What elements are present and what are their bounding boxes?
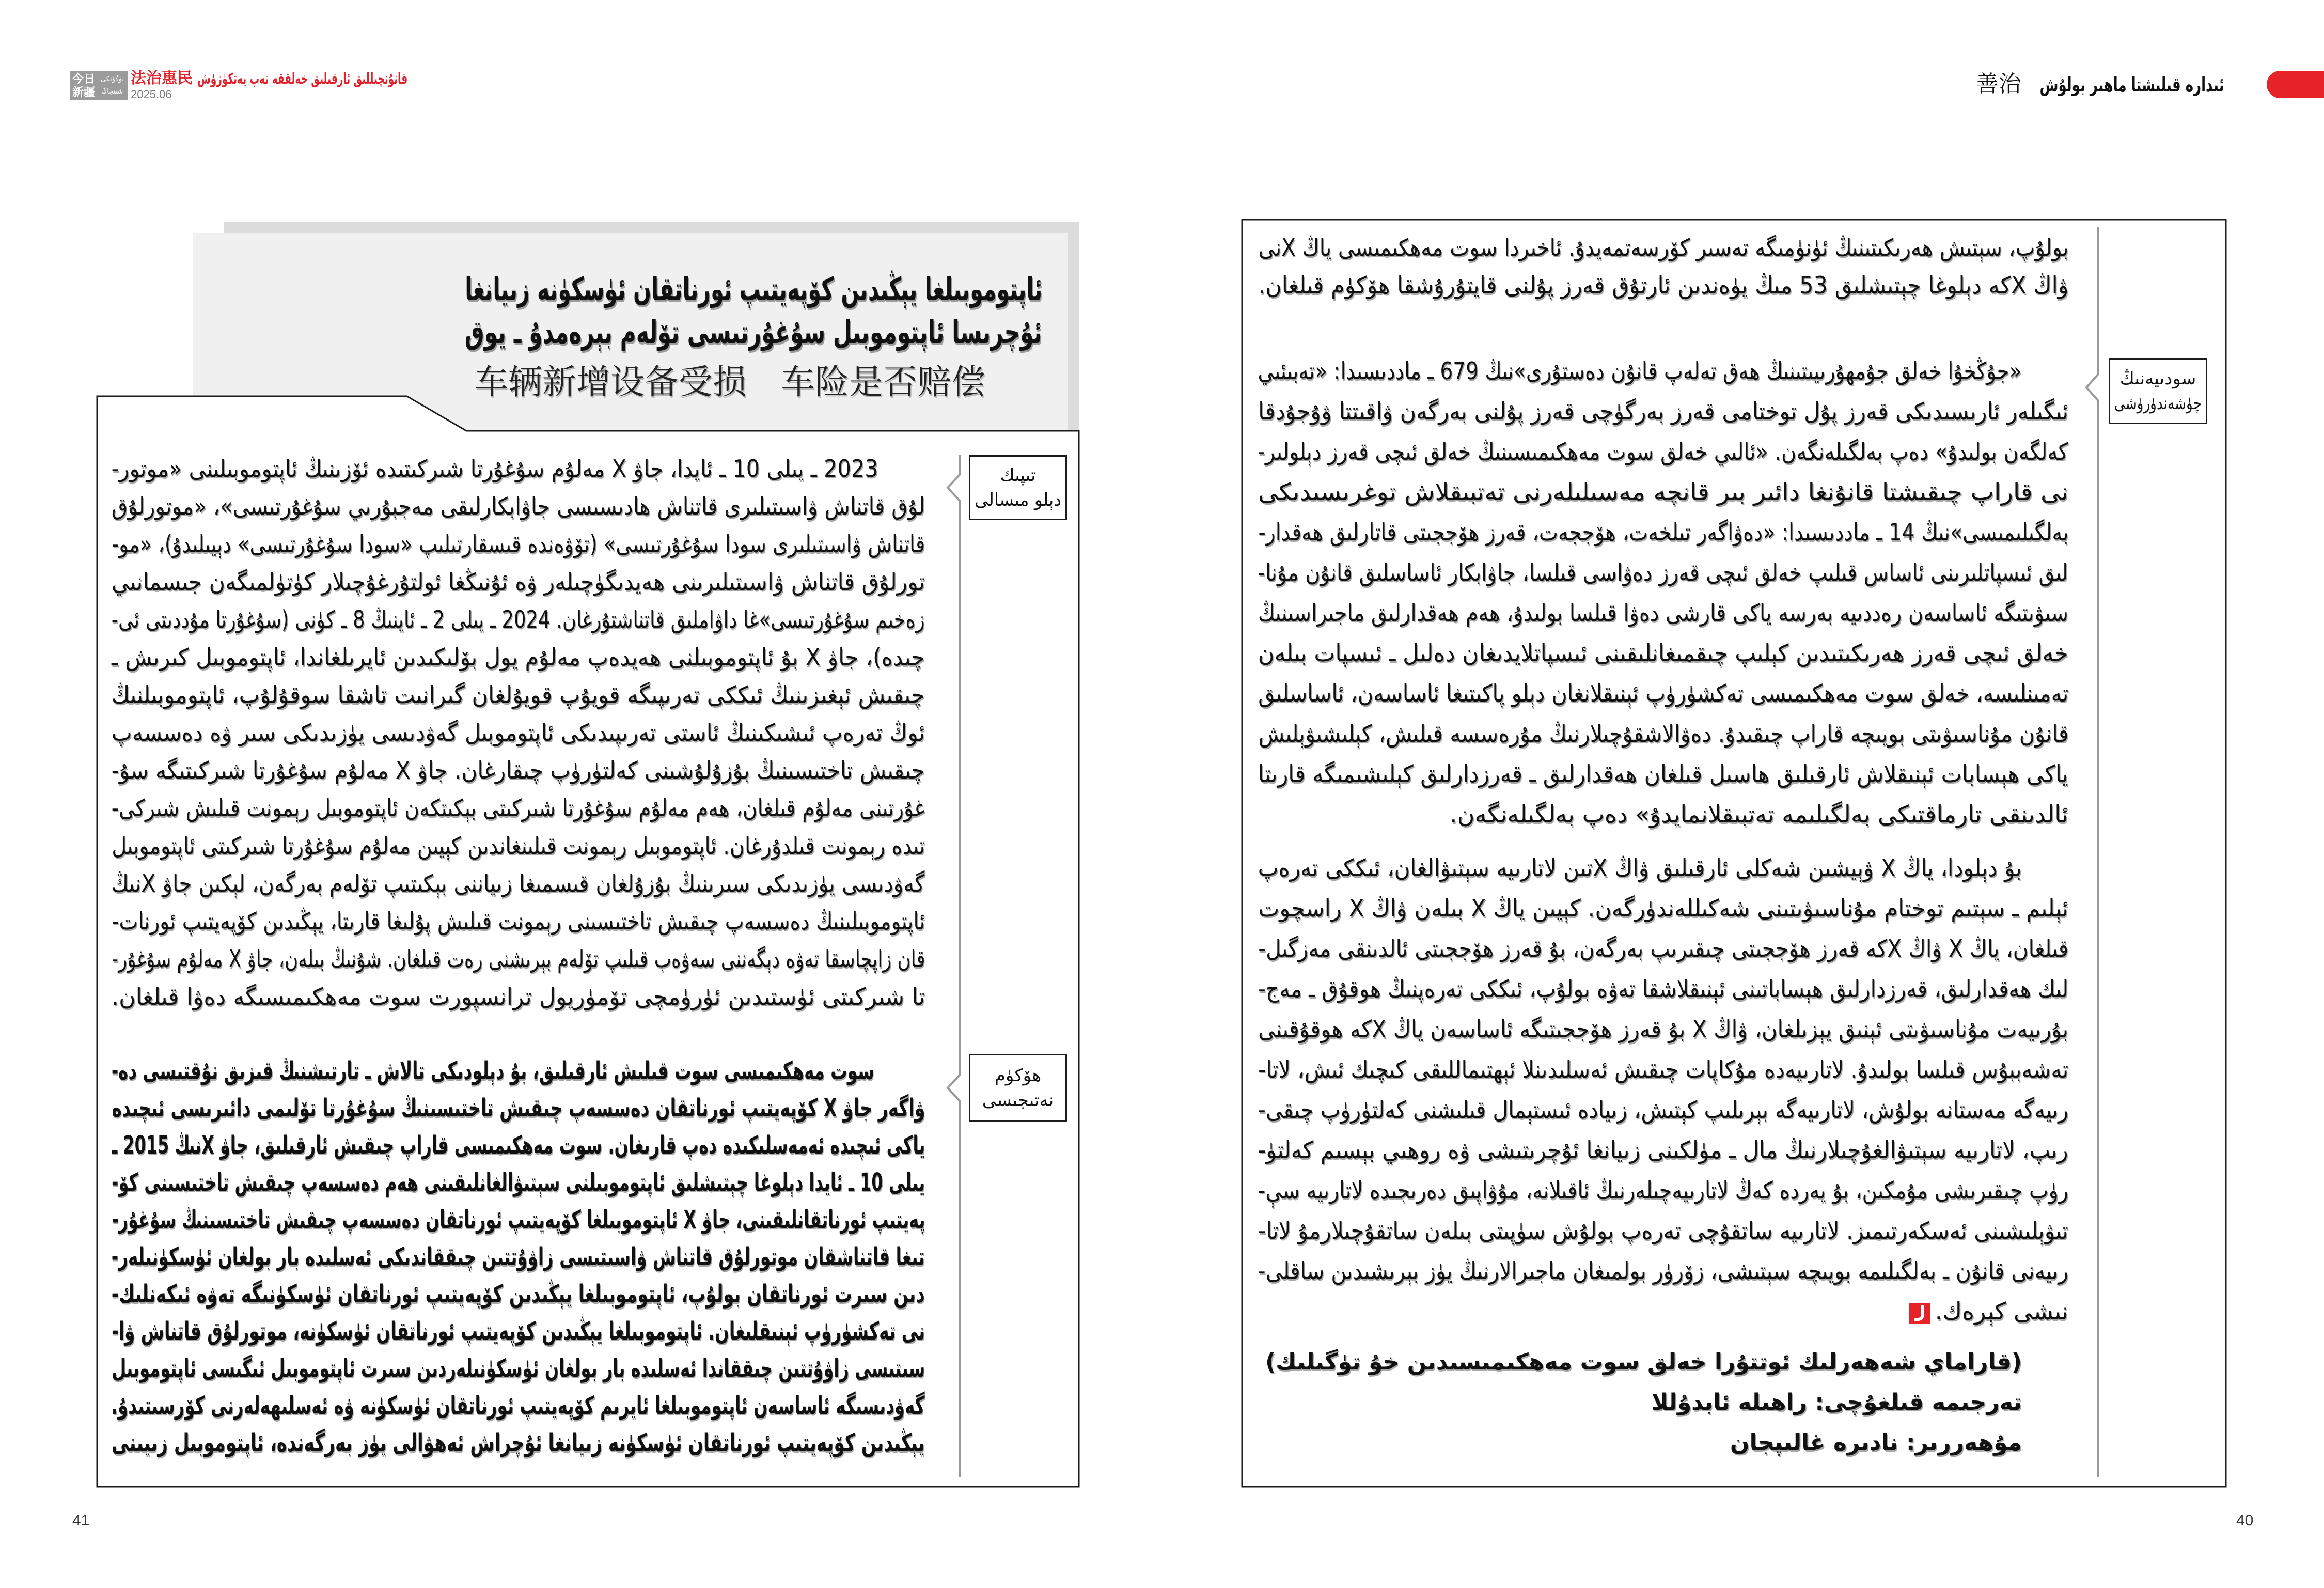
text-line-content: تەمىنلىسە، خەلق سوت مەھكىمىسى تەكشۈرۈپ ئېنىقلانغان دېلو پاكىتىغا ئاساسەن، ئاساسلىق (1258, 679, 2068, 707)
text-line-content: چىدە)، جاۋ X بۇ ئاپتوموبىلنى ھەيدەپ مەلۇم يول بۆلىكىدىن ئايرىلغاندا، ئاپتوموبىل كىرىش ـ (112, 643, 925, 671)
article-title-text: ئاپتوموبىلغا يېڭىدىن كۆپەيتىپ ئورناتقان ئۈسكۈنە زىيانغا (465, 270, 1042, 308)
text-line-content: رىيەگە مەستانە بولۇش، لاتارىيەگە بېرىلىپ كېتىش، زىيادە ئىستېمال قىلىشنى كەلتۈرۈپ چىقى- (1258, 1096, 2068, 1124)
text-line-content: غۇرتىنى مەلۇم قىلغان، ھەم مەلۇم سۇغۇرتا شىركىتى بېكىتكەن ئاپتوموبىل رېمونت قىلىش شىركى- (112, 794, 925, 822)
logo-cn-top: 今日 (72, 72, 95, 86)
label-line: دېلو مىسالى (975, 490, 1061, 510)
text-line-content: زەخىم سۇغۇرتىسى»غا داۋاملىق قاتناشتۇرغان. 2024 ـ يىلى 2 ـ ئاينىڭ 8 ـ كۈنى (سۇغۇرتا مۇددىتى ئى- (112, 605, 925, 633)
text-line (1258, 888, 2068, 928)
text-line (1258, 229, 2068, 267)
text-line-content: بۇ دېلودا، ياڭ X ۋېيشىن شەكلى ئارقىلىق ۋاڭ Xتىن لاتارىيە سېتىۋالغان، ئىككى تەرەپ (1258, 854, 2022, 882)
text-line (112, 601, 925, 639)
label-line: ھۆكۈم (994, 1065, 1042, 1086)
text-line (1258, 848, 2068, 888)
text-line (112, 1127, 925, 1164)
text-line (1258, 593, 2068, 633)
text-line-content: گەۋدىسىگە ئاساسەن ئاپتوموبىلغا ئايرىم كۆپەيتىپ ئورناتقان ئۈسكۈنە ۋە ئەسلىھەلەرنى كۆرسىتىدۇ. (112, 1391, 925, 1420)
text-line (112, 1164, 925, 1201)
section-title-chinese: 善治 (1976, 71, 2021, 97)
text-line-content: 2023 ـ يىلى 10 ـ ئايدا، جاۋ X مەلۇم سۇغۇرتا شىركىتىدە ئۆزىنىڭ ئاپتوموبىلىنى «موتور- (112, 455, 878, 482)
text-line-content: رىپ، لاتارىيە سېتىۋالغۇچىلارنىڭ مال ـ مۈلكىنى زىيانغا ئۇچرىتىشى ۋە روھىي بېسىم كەلتۈ- (1258, 1136, 2068, 1164)
text-line-content: قانۇن مۇناسىۋىتى بويىچە قاراپ چىقىدۇ. دەۋالاشقۇچىلارنىڭ مۇرەسسە قىلىش، كېلىشىۋېلىش (1258, 720, 2068, 748)
text-line (112, 789, 925, 827)
text-line (1258, 928, 2068, 969)
text-line (1258, 431, 2068, 472)
column-title-chinese: 法治惠民 (131, 69, 193, 87)
text-line-content: تورلۇق قاتناش ۋاسىتىلىرىنى ھەيدىگۈچىلەر ۋە ئۇنىڭغا ئولتۇرغۇچىلار كۈتۈلمىگەن جىسمانىي (112, 568, 925, 596)
text-line-content: تىۋېلىشىنى ئەسكەرتىمىز. لاتارىيە ساتقۇچى تەرەپ بولۇش سۈپىتى بىلەن ساتقۇچىلارمۇ لاتا- (1258, 1217, 2068, 1244)
text-line-content: چىقىش ئېغىزىنىڭ ئىككى تەرىپىگە قويۇپ قويۇلغان گىرانىت تاشقا سوقۇلۇپ، ئاپتوموبىلنىڭ (112, 681, 925, 709)
text-line-content: سوت مەھكىمىسى سوت قىلىش ئارقىلىق، بۇ دېلودىكى تالاش ـ تارتىشنىڭ قىزىق نۇقتىسى دە- (112, 1056, 874, 1085)
law-citation-paragraph (1258, 351, 2068, 834)
logo-ug-top: بۈگۈنكى (101, 75, 124, 83)
text-line (112, 1387, 925, 1424)
section-label-typical-case (969, 455, 1067, 520)
logo-ug-bottom: شىنجاڭ (101, 88, 123, 96)
text-line (112, 563, 925, 601)
end-mark-glyph (1914, 1305, 1924, 1321)
page-number-right: 40 (2236, 1512, 2254, 1529)
text-line (1258, 794, 2068, 834)
text-line (1258, 633, 2068, 673)
text-line-content: كەلگەن بولىدۇ» دەپ بەلگىلەنگەن. «ئالىي خەلق سوت مەھكىمىسىنىڭ خەلق ئىچى قەرز دېلولىر- (1258, 438, 2068, 465)
text-line-content: خەلق ئىچى قەرز ھەرىكىتىدىن كېلىپ چىقمىغانلىقىنى ئىسپاتلايدىغان دەلىل ـ ئىسپات بىلەن (1258, 639, 2068, 667)
text-line (1258, 673, 2068, 713)
text-line-content: تەشەببۇس قىلسا بولىدۇ. لاتارىيەدە مۇكاپات چىقىش ئەسلىدىنلا ئېھتىماللىقى كىچىك ئىش، لاتا- (1258, 1055, 2068, 1083)
text-line-content: ئوڭ تەرەپ ئىشىكىنىڭ ئاستى تەرىپىدىكى ئاپتوموبىل گەۋدىسى يۈزىدىكى سىر ۋە دەسسەپ (112, 719, 925, 746)
text-line (1258, 1009, 2068, 1049)
page-number-left: 41 (72, 1512, 90, 1529)
column-title-uyghur-text: قانۇنچىللىق ئارقىلىق خەلققە نەپ يەتكۈزۈش (197, 70, 407, 87)
text-line-content: ئاپتوموبىلىنىڭ دەسسەپ چىقىش تاختىسىنى رېمونت قىلىش پۇلىغا قارىتا، يېڭىدىن كۆپەيتىپ ئورنات- (112, 907, 925, 935)
label-line: نەتىجىسى (982, 1090, 1054, 1111)
text-line-content: چىقىش تاختىسىنىڭ بۇزۇلۇشىنى كەلتۈرۈپ چىقارغان. جاۋ X مەلۇم سۇغۇرتا شىركىتىگە سۇ- (112, 756, 925, 784)
text-line-content: تىدە رېمونت قىلدۇرغان. ئاپتوموبىل رېمونت قىلىنغاندىن كېيىن مەلۇم سۇغۇرتا شىركىتى ئاپتوموبىل (112, 832, 925, 860)
text-line (1258, 267, 2068, 304)
text-line-content: بۇرىيەت مۇناسىۋىتى ئېنىق يېزىلغان، ۋاڭ X بۇ قەرز ھۆججىتىگە ئاساسەن ياڭ Xكە ھوقۇقىنى (1258, 1015, 2068, 1043)
text-line-content: يىلى 10 ـ ئايدا دېلوغا چېتىشلىق ئاپتوموبىلنى سېتىۋالغانلىقىنى ھەم دەسسەپ چىقىش تاختىسىنى كۆ- (112, 1168, 925, 1197)
judge-explanation-paragraph (1258, 848, 2068, 1331)
text-line (112, 525, 925, 563)
text-line-content: ئىگىلەر ئارىسىدىكى قەرز پۇل توختامى قەرز بەرگۈچى قەرز پۇلنى بەرگەن ۋاقىتتا ۋۇجۇدقا (1258, 397, 2068, 425)
logo-cn-bottom: 新疆 (72, 86, 95, 99)
text-line (1258, 1291, 2068, 1331)
credit-editor: مۇھەررىر: نادىرە غالىپجان (1730, 1429, 2022, 1456)
article-title-text: ئۇچرىسا ئاپتوموبىل سۇغۇرتىسى تۆلەم بېرەمدۇ ـ يوق (465, 313, 1042, 351)
text-line-content: نى قاراپ چىقىشتا قانۇنغا دائىر بىر قانچە مەسىلىلەرنى تەتبىقلاش توغرىسىدىكى (1258, 478, 2068, 506)
text-line-content: نى تەكشۈرۈپ ئېنىقلىغان. ئاپتوموبىلغا يېڭىدىن كۆپەيتىپ ئورناتقان ئۈسكۈنە، موتورلۇق قاتناش ۋا- (112, 1317, 925, 1346)
text-line-content: قىلغان، ياڭ X ۋاڭ Xكە قەرز ھۆججىتى چىقىرىپ بەرگەن، بۇ قەرز ھۆججىتى ئالدىنقى مەزگىل- (1258, 935, 2068, 962)
text-line (1258, 713, 2068, 754)
text-line-content: نىشى كېرەك. (1935, 1297, 2068, 1325)
text-line (112, 827, 925, 865)
text-line (1258, 1170, 2068, 1210)
text-line (1258, 1130, 2068, 1170)
section-label-verdict (969, 1054, 1067, 1122)
text-line-content: پەيتىپ ئورناتقانلىقىنى، جاۋ X ئاپتوموبىلغا كۆپەيتىپ ئورناتقان دەسسەپ چىقىش تاختىسىنىڭ سۇغۇر- (112, 1205, 925, 1234)
text-line-content: يېڭىدىن كۆپەيتىپ ئورناتقان ئۈسكۈنە زىيانغا ئۇچراش ئەھۋالى يۈز بەرگەندە، ئاپتوموبىل زىيىنى (112, 1428, 925, 1457)
credit-translator: تەرجىمە قىلغۇچى: راھىلە ئابدۇللا (1651, 1389, 2022, 1415)
label-line: چۈشەندۈرۈشى (2114, 393, 2202, 414)
text-line (112, 1089, 925, 1127)
text-line-content: لىك ھەقدارلىق، قەرزدارلىق ھېساباتىنى ئېنىقلاشقا تەۋە بولۇپ، ئىككى تەرەپنىڭ ھوقۇق ـ مەج- (1258, 975, 2068, 1003)
text-line (1258, 969, 2068, 1009)
text-line (1258, 552, 2068, 593)
text-line (112, 639, 925, 676)
text-line-content: گەۋدىسى يۈزىدىكى سىرىنىڭ بۇزۇلغان قىسمىغا زىياننى بېكىتىپ تۆلەم بەرگەن، لېكىن جاۋ Xنىڭ (112, 869, 925, 897)
text-line (112, 676, 925, 714)
article-credits (1258, 1342, 2022, 1463)
text-line-content: ۋاڭ Xكە دېلوغا چېتىشلىق 53 مىڭ يۈەندىن ئارتۇق قەرز پۇلنى قايتۇرۇشقا ھۆكۈم قىلغان. (1258, 271, 2068, 299)
text-line-content: ياكى ئىچىدە ئەمەسلىكىدە دەپ قارىغان. سوت مەھكىمىسى قاراپ چىقىش ئارقىلىق، جاۋ Xنىڭ 2015 ـ (112, 1131, 925, 1160)
text-line-content: رۈپ چىقىرىشى مۇمكىن، بۇ يەردە كەڭ لاتارىيەچىلەرنىڭ ئاقىلانە، مۇۋاپىق دەرىجىدە لاتارىيە سې- (1258, 1176, 2068, 1204)
text-line-content: قاتناش ۋاسىتىلىرى سودا سۇغۇرتىسى» (تۆۋەندە قىسقارتىلىپ «سودا سۇغۇرتىسى» دېيىلىدۇ)، «مو- (112, 530, 925, 558)
text-line (112, 902, 925, 940)
text-line-content: ئالدىنقى تارماقتىكى بەلگىلىمە تەتبىقلانمايدۇ» دەپ بەلگىلەنگەن. (1450, 800, 2068, 828)
text-line-content: سىۋىتىگە ئاساسەن رەددىيە بەرسە ياكى قارشى دەۋا قىلسا بولىدۇ، ھەم ھەقدارلىق ماجىراسىنىڭ (1258, 599, 2068, 627)
text-line (112, 488, 925, 525)
text-line (112, 1238, 925, 1275)
text-line (1258, 472, 2068, 512)
text-line-content: قان زاپچاسقا تەۋە دېگەننى سەۋەب قىلىپ تۆلەم بېرىشنى رەت قىلغان. شۇنىڭ بىلەن، جاۋ X مەلۇم سۇغۇر- (112, 945, 925, 973)
credit-source: (قاراماي شەھەرلىك ئوتتۇرا خەلق سوت مەھكىمىسىدىن خۇ تۈگىلىك) (1265, 1349, 2022, 1375)
text-line (112, 1424, 925, 1461)
text-line (1258, 1210, 2068, 1251)
text-line (1258, 1049, 2068, 1089)
text-line-content: رىيەنى قانۇن ـ بەلگىلىمە بويىچە سېتىشى، زۆرۈر بولمىغان ماجىرالارنىڭ يۈز بېرىشىدىن ساقلى- (1258, 1257, 2068, 1285)
section-label-judge-explanation (2109, 358, 2207, 424)
text-line (112, 752, 925, 789)
text-line (112, 1052, 925, 1089)
text-line (1258, 1251, 2068, 1291)
text-line (112, 1275, 925, 1313)
text-line-content: «جۇڭخۇا خەلق جۇمھۇرىيىتىنىڭ ھەق تەلەپ قانۇن دەستۇرى»نىڭ 679 ـ ماددىسىدا: «تەبىئىي (1258, 357, 2022, 385)
text-line-content: سىتىسى زاۋۇتتىن چىققاندا ئەسلىدە بار بولغان ئۈسكۈنىلەردىن سىرت ئاپتوموبىل ئىگىسى ئاپتوموبىل (112, 1354, 925, 1383)
text-line (1258, 391, 2068, 431)
case-section-paragraph (112, 450, 925, 1016)
issue-date: 2025.06 (131, 88, 172, 101)
text-line (112, 1201, 925, 1238)
text-line (1258, 351, 2068, 391)
text-line (112, 1350, 925, 1387)
text-line-content: ۋاگەر جاۋ X كۆپەيتىپ ئورناتقان دەسسەپ چىقىش تاختىسىنىڭ سۇغۇرتا تۆلىمى دائىرىسى ئىچىدە (112, 1094, 925, 1123)
verdict-section-paragraph (112, 1052, 925, 1461)
article-title-line-2 (465, 310, 1042, 354)
label-line: سودىيەنىڭ (2119, 368, 2196, 389)
text-line-content: دىن سىرت ئورناتقان بولۇپ، ئاپتوموبىلغا يېڭىدىن كۆپەيتىپ ئورناتقان ئۈسكۈنىگە تەۋە ئىكەنلىك- (112, 1280, 925, 1309)
text-line (112, 978, 925, 1016)
text-line-content: لىق ئىسپاتلىرىنى ئاساس قىلىپ خەلق ئىچى قەرز دەۋاسى قىلسا، جاۋابكار ئاساسلىق قانۇن مۇنا- (1258, 558, 2068, 586)
right-margin-rule (2086, 227, 2098, 1477)
text-line-content: تىغا قاتناشقان موتورلۇق قاتناش ۋاسىتىسى زاۋۇتتىن چىققاندىكى ئەسلىدە بار بولغان ئۈسكۈنىلەر- (112, 1242, 925, 1271)
text-line-content: بولۇپ، سېتىش ھەرىكىتىنىڭ ئۈنۈمىگە تەسىر كۆرسەتمەيدۇ. ئاخىردا سوت مەھكىمىسى ياڭ Xنى (1258, 233, 2068, 261)
text-line (112, 714, 925, 752)
article-end-icon (1909, 1303, 1930, 1324)
text-line (1258, 754, 2068, 794)
continued-paragraph (1258, 229, 2068, 304)
text-line (1258, 1089, 2068, 1130)
text-line (112, 450, 925, 488)
article-title-line-1 (465, 267, 1042, 312)
label-line: تىپىك (1000, 465, 1036, 486)
article-title-chinese: 车辆新增设备受损 车险是否赔偿 (474, 362, 985, 402)
text-line-content: لۇق قاتناش ۋاسىتىلىرى قاتناش ھادىسىسى جاۋابكارلىقى مەجبۇرىي سۇغۇرتىسى»، «موتورلۇق (112, 492, 925, 520)
text-line-content: ئېلىم ـ سېتىم توختام مۇناسىۋىتىنى شەكىللەندۈرگەن. كېيىن ياڭ X بىلەن ۋاڭ X راسچوت (1258, 894, 2068, 922)
text-line-content: بەلگىلىمىسى»نىڭ 14 ـ ماددىسىدا: «دەۋاگەر تىلخەت، ھۆججەت، قەرز ھۆججىتى قاتارلىق ھەقدار- (1258, 518, 2068, 546)
section-title-uyghur-text: ئىدارە قىلىشتا ماھىر بولۇش (2040, 73, 2224, 96)
text-line (112, 940, 925, 978)
text-line (112, 1313, 925, 1350)
text-line-content: ياكى ھېسابات ئېنىقلاش ئارقىلىق ھاسىل قىلغان ھەقدارلىق ـ قەرزدارلىق كېلىشىمىگە قارىتا (1258, 760, 2068, 788)
text-line (1258, 512, 2068, 552)
text-line (112, 865, 925, 902)
text-line-content: تا شىركىتى ئۈستىدىن ئۈرۈمچى تۆمۈريول ترانسپورت سوت مەھكىمىسىگە دەۋا قىلغان. (112, 983, 925, 1010)
